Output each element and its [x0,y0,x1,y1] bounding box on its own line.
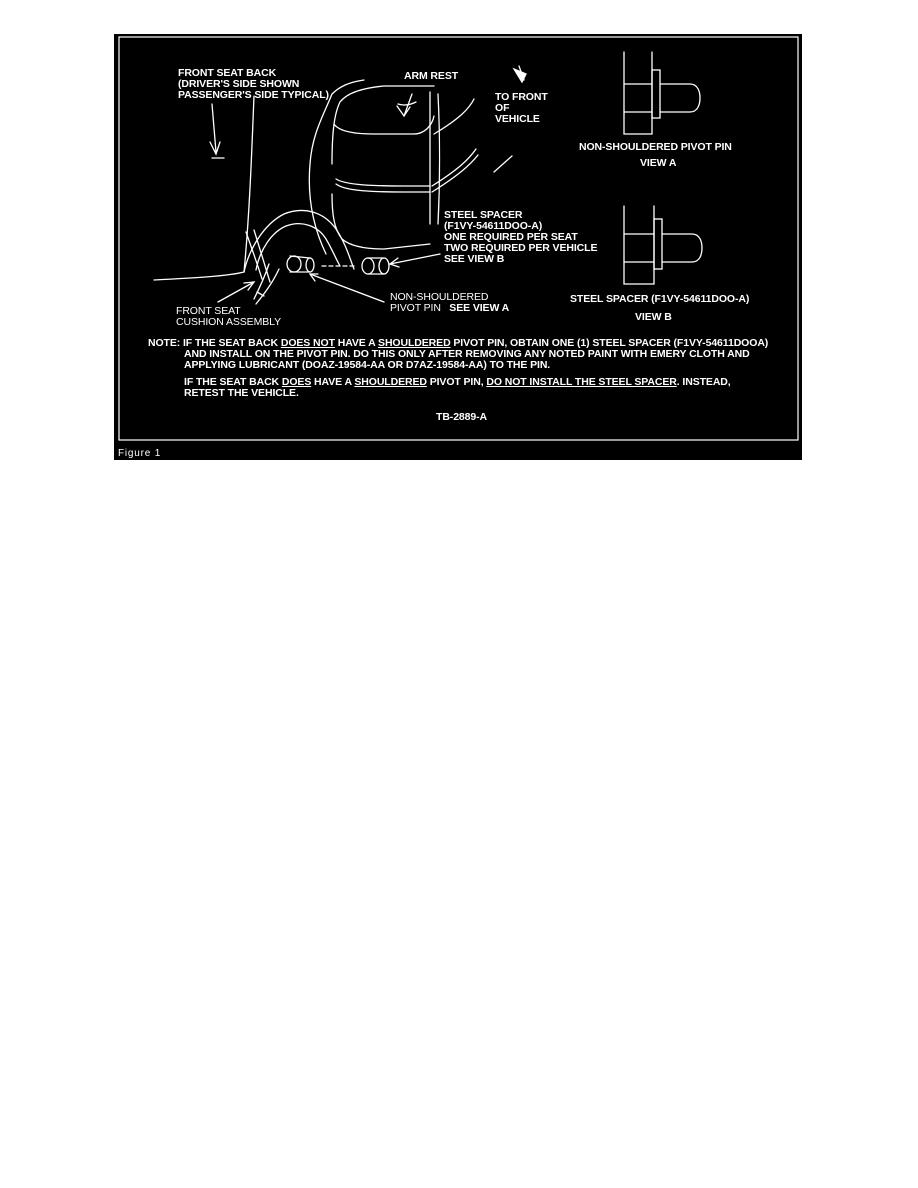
arm-rest-band [336,179,430,186]
caption-bar [114,447,802,460]
label-to-front: TO FRONT OF VEHICLE [495,91,548,125]
arm-rest-top [332,86,434,164]
view-a-drawing [624,52,700,134]
label-view-a: VIEW A [640,157,677,169]
figure-caption: Figure 1 [118,448,162,459]
label-view-a-title: NON-SHOULDERED PIVOT PIN [579,141,732,153]
figure-id: TB-2889-A [436,411,488,423]
seat-back-edge [244,96,254,272]
label-arm-rest: ARM REST [404,70,459,82]
note-paragraph-2: IF THE SEAT BACK DOES HAVE A SHOULDERED PIVOT PIN, DO NOT INSTALL THE STEEL SPACER. INSTEAD, RETEST THE VEHICLE. [184,376,731,399]
label-pivot-pin: NON-SHOULDERED PIVOT PIN SEE VIEW A [390,291,510,314]
hinge-bracket [244,210,354,272]
label-view-b: VIEW B [635,311,672,323]
view-b-drawing [624,206,702,284]
label-steel-spacer: STEEL SPACER (F1VY-54611DOO-A) ONE REQUIRED PER SEAT TWO REQUIRED PER VEHICLE SEE VIEW B [444,209,598,265]
figure-panel [114,34,802,460]
label-view-b-title: STEEL SPACER (F1VY-54611DOO-A) [570,293,750,305]
pivot-pin-head [287,256,301,272]
steel-spacer [362,258,374,274]
note-paragraph-1: NOTE: IF THE SEAT BACK DOES NOT HAVE A SHOULDERED PIVOT PIN, OBTAIN ONE (1) STEEL SPACER (F1VY-54611DOOA) AND INSTALL ON THE PIVOT PIN. DO THIS ONLY AFTER REMOVING ANY NOTED PAINT WITH EMERY CLOTH AND APPLYING LUBRICANT (DOAZ-19584-AA OR D7AZ-19584-AA) TO THE PIN. [148,337,769,371]
seat-back-side [309,94,332,254]
label-front-seat-back: FRONT SEAT BACK (DRIVER'S SIDE SHOWN PASSENGER'S SIDE TYPICAL) [178,67,329,101]
label-front-seat-cushion: FRONT SEAT CUSHION ASSEMBLY [176,305,281,328]
cushion-edge [154,272,244,280]
